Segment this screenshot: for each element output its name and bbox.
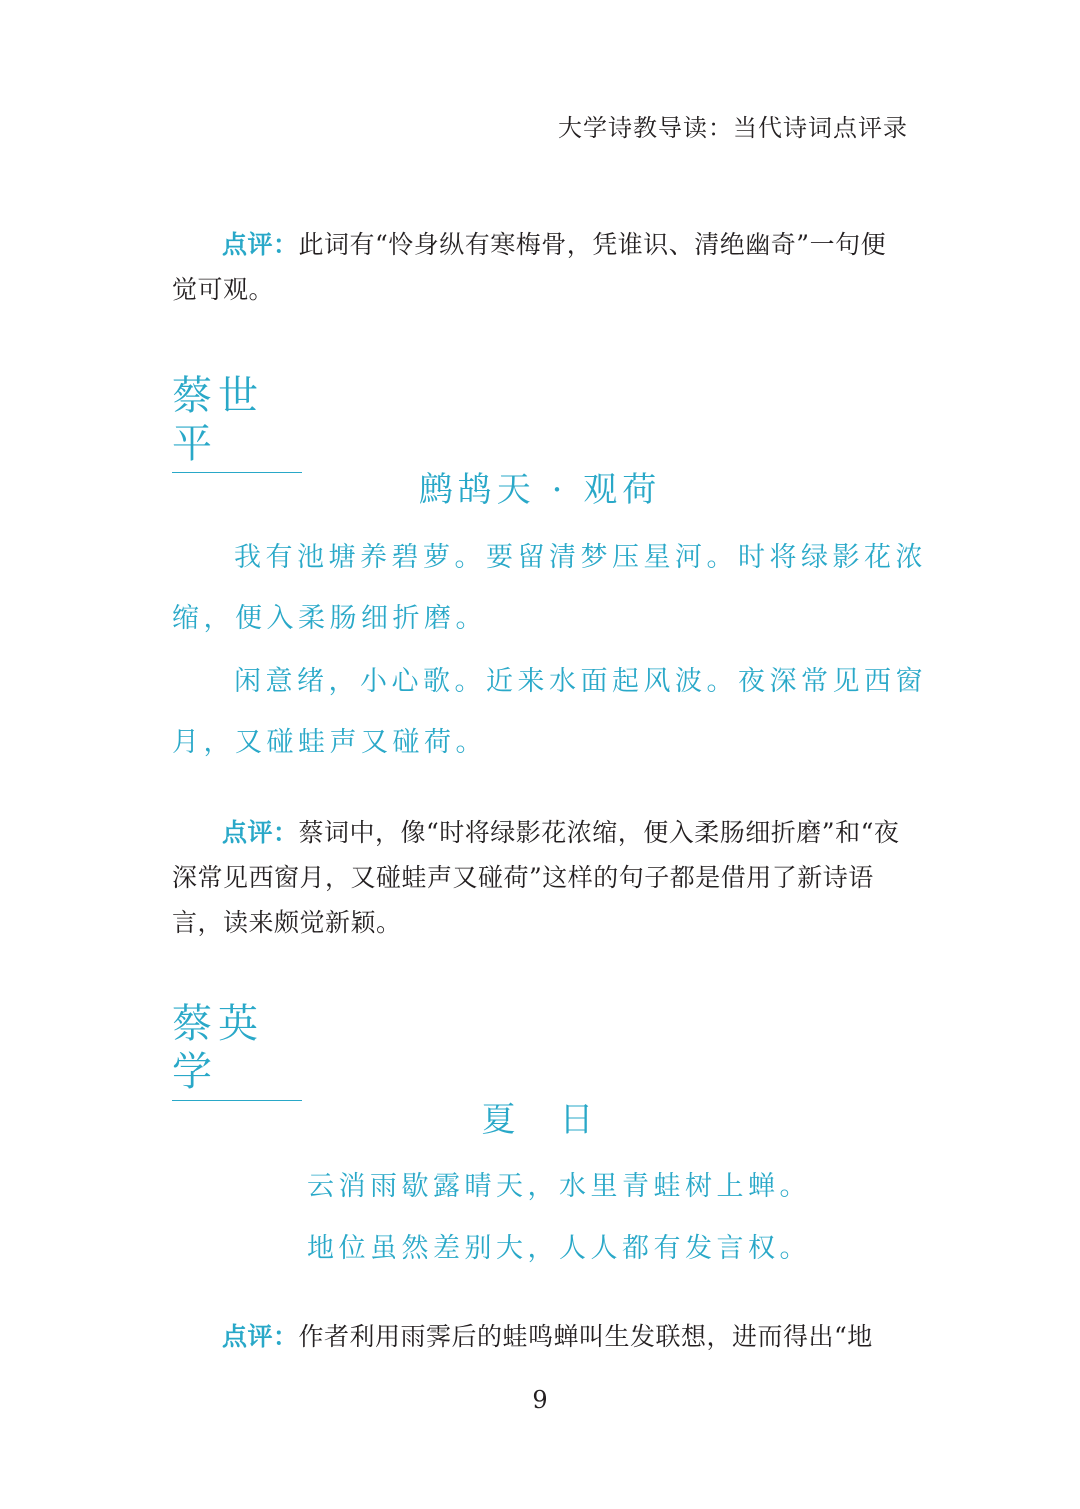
poem-line: 月，又碰蛙声又碰荷。 bbox=[172, 727, 487, 758]
page-number: 9 bbox=[532, 1386, 548, 1414]
comment-label: 点评： bbox=[222, 1322, 299, 1351]
poem-line: 闲意绪，小心歌。近来水面起风波。夜深常见西窗 bbox=[234, 666, 927, 697]
poem-line: 缩，便入柔肠细折磨。 bbox=[172, 603, 487, 634]
comment-paragraph bbox=[172, 222, 908, 312]
comment-text: 此词有“怜身纵有寒梅骨，凭谁识、清绝幽奇”一句便觉可观。 bbox=[172, 230, 887, 304]
author-heading: 蔡英学 bbox=[172, 1000, 302, 1101]
comment-label: 点评： bbox=[222, 818, 299, 847]
comment-paragraph bbox=[172, 810, 908, 945]
author-heading: 蔡世平 bbox=[172, 372, 302, 473]
poem-line: 我有池塘养碧萝。要留清梦压星河。时将绿影花浓 bbox=[234, 542, 927, 573]
comment-paragraph bbox=[172, 1314, 908, 1359]
comment-label: 点评： bbox=[222, 230, 299, 259]
poem-line: 云消雨歇露晴天，水里青蛙树上蝉。 bbox=[307, 1171, 811, 1202]
comment-text: 作者利用雨霁后的蛙鸣蝉叫生发联想，进而得出“地 bbox=[298, 1322, 873, 1351]
poem-title: 鹧鸪天 · 观荷 bbox=[418, 470, 662, 510]
running-header: 大学诗教导读：当代诗词点评录 bbox=[558, 114, 908, 142]
poem-line: 地位虽然差别大，人人都有发言权。 bbox=[307, 1233, 811, 1264]
poem-title: 夏 日 bbox=[481, 1100, 599, 1140]
comment-text: 蔡词中，像“时将绿影花浓缩，便入柔肠细折磨”和“夜深常见西窗月，又碰蛙声又碰荷”这样的句子都是借用了新诗语言，读来颇觉新颖。 bbox=[172, 818, 900, 937]
